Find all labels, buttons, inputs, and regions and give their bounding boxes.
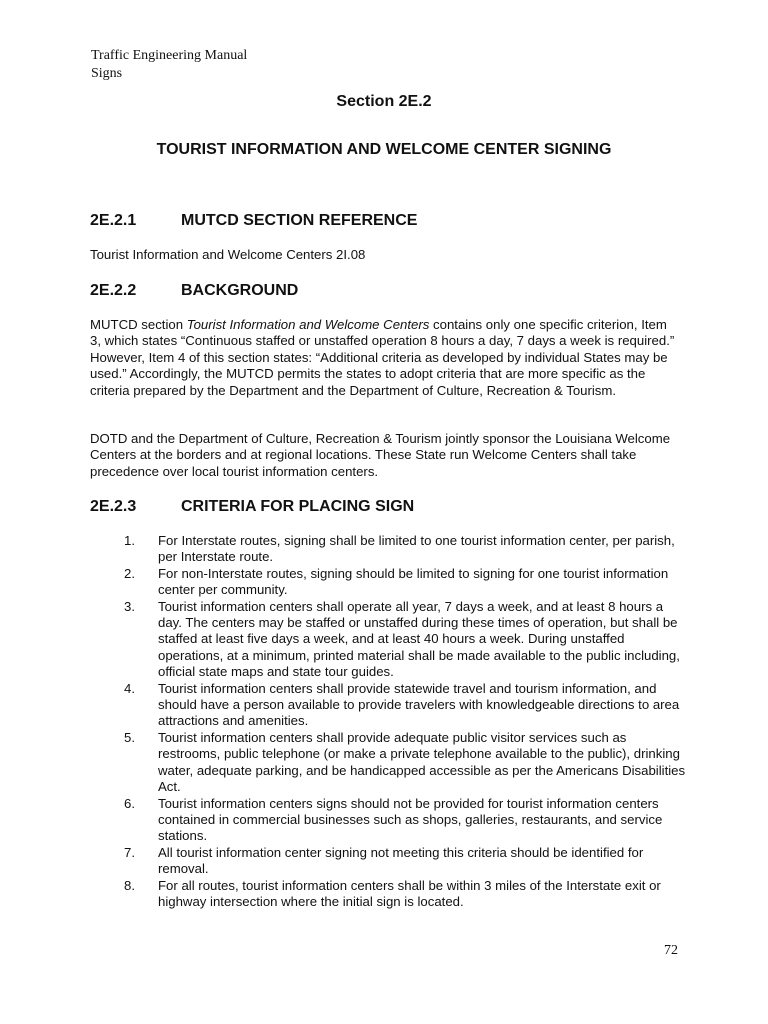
list-item-text: Tourist information centers shall provide statewide travel and tourism information, and should have a person available to provide travelers with knowledgeable directions to area attractions and amenities. [158, 680, 680, 729]
list-item [90, 878, 690, 911]
heading-number: 2E.2.1 [90, 212, 137, 229]
heading-title: MUTCD SECTION REFERENCE [181, 212, 418, 229]
list-item-text: All tourist information center signing not meeting this criteria should be identified for removal. [158, 844, 644, 877]
list-number: 5. [124, 729, 135, 745]
header-chapter: Signs [91, 66, 123, 81]
list-item-text: Tourist information centers shall provide adequate public visitor services such as restrooms, public telephone (or make a private telephone available to the public), drinking water, adequate parking, and be handicapped accessible as per the Americans Disabilities Act. [158, 729, 686, 795]
list-item [90, 566, 690, 599]
list-item-text: For Interstate routes, signing shall be limited to one tourist information center, per parish, per Interstate route. [158, 533, 675, 565]
paragraph-lead: MUTCD section [90, 317, 187, 332]
list-item [90, 599, 690, 681]
list-item [90, 681, 690, 730]
list-item-text: For non-Interstate routes, signing should be limited to signing for one tourist information center per community. [158, 565, 669, 598]
emphasized-title: Tourist Information and Welcome Centers [186, 317, 430, 332]
list-item-text: Tourist information centers shall operate all year, 7 days a week, and at least 8 hours a day. The centers may be staffed or unstaffed during these times of operation, but shall be staffed at least five days a week, and at least 40 hours a week. During unstaffed operations, at a minimum, printed material shall be made available to the public including, official state maps and state tour guides. [158, 598, 680, 680]
heading-mutcd-reference [90, 211, 417, 231]
heading-criteria [90, 497, 414, 517]
list-item [90, 730, 690, 796]
paragraph: Tourist Information and Welcome Centers 2I.08 [90, 247, 366, 262]
paragraph-body: contains only one specific criterion, Item 3, which states “Continuous staffed or unstaffed operation 8 hours a day, 7 days a week is required.” However, Item 4 of this section states: “Additional criteria as developed by individual States may be used.” Accordingly, the MUTCD permits the states to adopt criteria that are more specific as the criteria prepared by the Department and the Department of Culture, Recreation & Tourism. [90, 317, 675, 398]
paragraph: DOTD and the Department of Culture, Recreation & Tourism jointly sponsor the Louisiana Welcome Centers at the borders and at regional locations. These State run Welcome Centers shall take precedence over local tourist information centers. [90, 431, 671, 479]
list-number: 4. [124, 680, 135, 696]
list-item-text: Tourist information centers signs should not be provided for tourist information centers contained in commercial businesses such as shops, galleries, restaurants, and service stations. [158, 795, 663, 844]
section-number: Section 2E.2 [336, 93, 432, 110]
heading-title: CRITERIA FOR PLACING SIGN [181, 498, 415, 515]
list-number: 8. [124, 877, 135, 893]
list-number: 7. [124, 844, 135, 860]
list-number: 1. [124, 533, 135, 548]
heading-title: BACKGROUND [181, 282, 299, 299]
list-item [90, 845, 690, 878]
heading-number: 2E.2.2 [90, 282, 137, 299]
running-header [91, 47, 247, 83]
heading-number: 2E.2.3 [90, 498, 137, 515]
list-item-text: For all routes, tourist information centers shall be within 3 miles of the Interstate exit or highway intersection where the initial sign is located. [158, 877, 661, 909]
page-number: 72 [664, 943, 678, 958]
list-number: 6. [124, 795, 135, 811]
list-item [90, 796, 690, 845]
list-number: 3. [124, 598, 135, 614]
header-manual-title: Traffic Engineering Manual [91, 48, 248, 63]
paragraph [90, 317, 680, 399]
background-paragraph-1 [90, 317, 680, 399]
section-title: TOURIST INFORMATION AND WELCOME CENTER SIGNING [156, 141, 612, 158]
mutcd-reference-text [90, 247, 680, 263]
criteria-list [90, 533, 690, 910]
list-item [90, 533, 690, 566]
list-number: 2. [124, 565, 135, 581]
background-paragraph-2 [90, 431, 680, 480]
heading-background [90, 281, 298, 301]
